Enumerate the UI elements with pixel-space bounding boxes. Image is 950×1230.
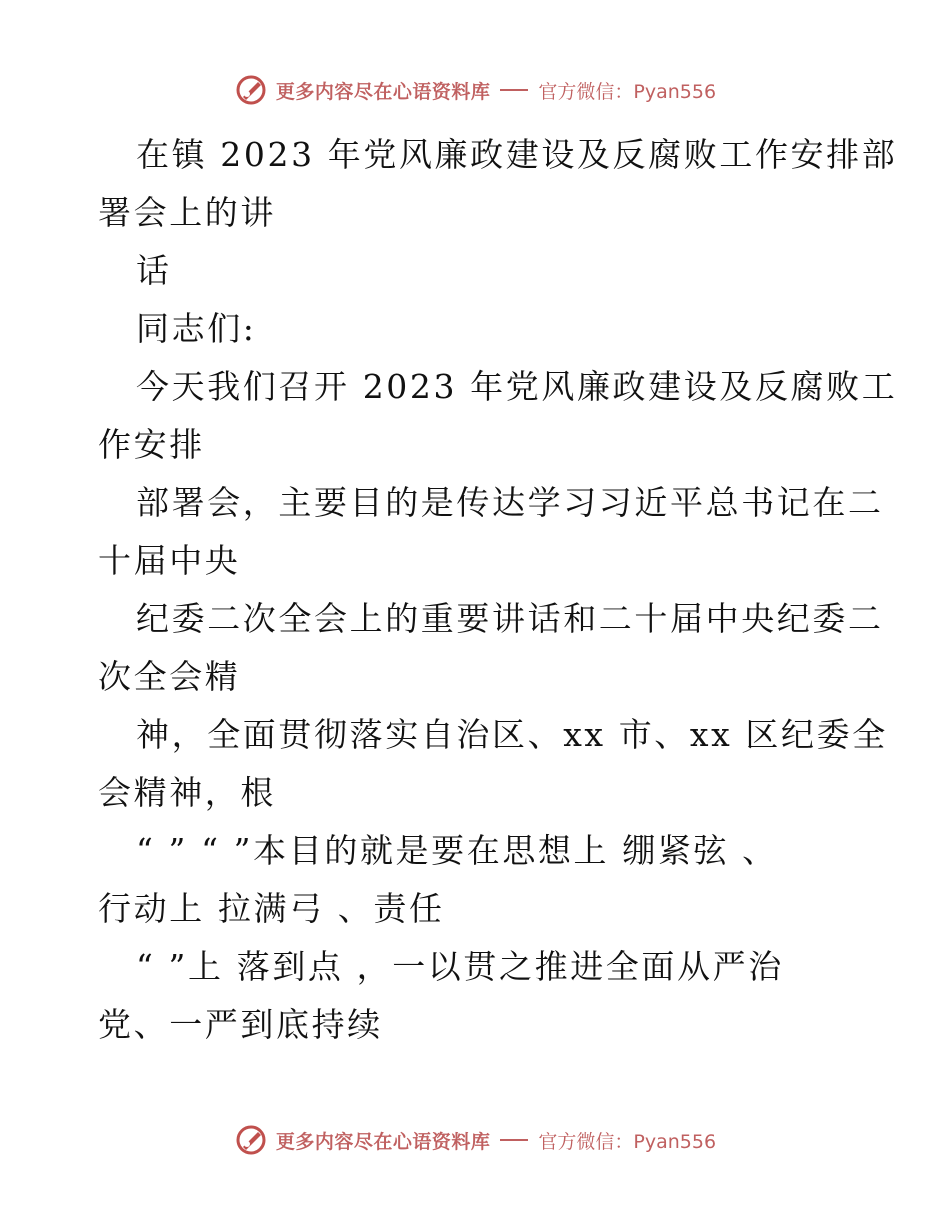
document-body [98, 126, 898, 1054]
text-line: 会精神，根 [98, 773, 276, 812]
brand-logo-icon [234, 73, 268, 107]
text-line: 十届中央 [98, 541, 241, 580]
watermark-wechat: 官方微信：Pyan556 [538, 1130, 717, 1153]
text-line: 神，全面贯彻落实自治区、xx 市、xx 区纪委全 [136, 715, 888, 754]
text-line: 纪委二次全会上的重要讲话和二十届中央纪委二 [136, 599, 884, 638]
watermark-text: 更多内容尽在心语资料库 [275, 1130, 491, 1153]
watermark-wechat: 官方微信：Pyan556 [538, 80, 717, 103]
text-line: 话 [136, 251, 172, 290]
brand-logo-icon [234, 1123, 268, 1157]
text-line: “ ”上 落到点 ，一以贯之推进全面从严治 [136, 947, 784, 986]
watermark-dash [500, 89, 528, 91]
text-line: 今天我们召开 2023 年党风廉政建设及反腐败工 [136, 367, 898, 406]
text-line: “ ” “ ”本目的就是要在思想上 绷紧弦 、 [136, 831, 778, 870]
watermark-dash [500, 1139, 528, 1141]
header-watermark [0, 70, 950, 110]
text-line: 党、一严到底持续 [98, 1005, 383, 1044]
text-line: 部署会，主要目的是传达学习习近平总书记在二 [136, 483, 884, 522]
text-line: 行动上 拉满弓 、责任 [98, 889, 445, 928]
salutation: 同志们: [136, 309, 257, 348]
footer-watermark [0, 1120, 950, 1160]
watermark-text: 更多内容尽在心语资料库 [275, 80, 491, 103]
text-line: 次全会精 [98, 657, 241, 696]
text-line: 署会上的讲 [98, 193, 276, 232]
text-line: 在镇 2023 年党风廉政建设及反腐败工作安排部 [136, 135, 898, 174]
text-line: 作安排 [98, 425, 205, 464]
